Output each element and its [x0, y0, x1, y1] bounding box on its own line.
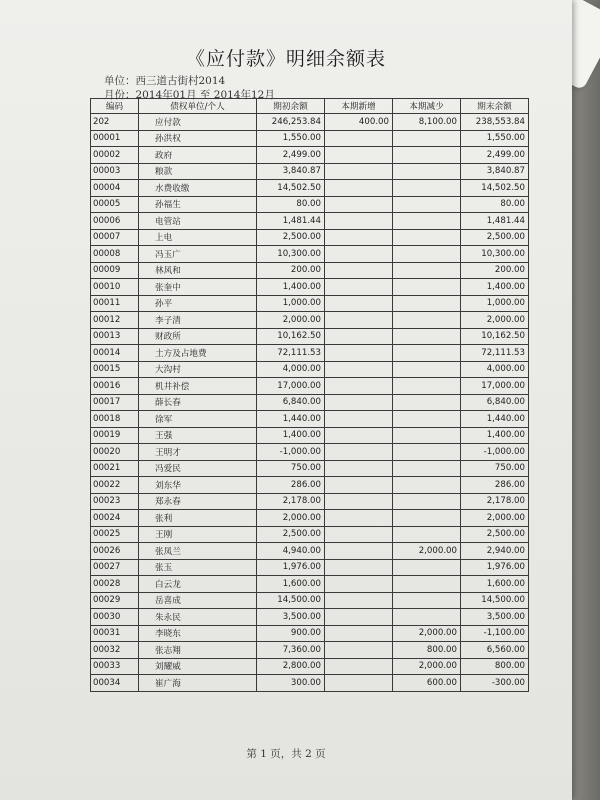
page-title: 《应付款》明细余额表 [185, 48, 386, 70]
row-closing-balance: 2,500.00 [461, 526, 529, 543]
row-period-added [325, 642, 393, 659]
row-code: 00024 [91, 510, 139, 527]
table-row [91, 576, 529, 593]
row-period-reduced [393, 163, 461, 180]
row-period-added [325, 592, 393, 609]
table-row [91, 114, 529, 131]
row-opening-balance: 1,000.00 [257, 295, 325, 312]
row-opening-balance: 1,440.00 [257, 411, 325, 428]
row-code: 00027 [91, 559, 139, 576]
row-period-reduced [393, 460, 461, 477]
table-row [91, 427, 529, 444]
row-period-reduced [393, 559, 461, 576]
row-closing-balance: 1,550.00 [461, 130, 529, 147]
page-number: 第 1 页，共 2 页 [246, 748, 326, 760]
row-opening-balance: 10,300.00 [257, 246, 325, 263]
row-period-added [325, 163, 393, 180]
table-row [91, 262, 529, 279]
row-creditor: 张志翔 [139, 642, 257, 659]
balance-table [90, 98, 529, 692]
row-creditor: 李子清 [139, 312, 257, 329]
row-period-reduced [393, 592, 461, 609]
row-closing-balance: 2,178.00 [461, 493, 529, 510]
row-opening-balance: 3,500.00 [257, 609, 325, 626]
row-code: 00006 [91, 213, 139, 230]
row-opening-balance: 2,178.00 [257, 493, 325, 510]
row-creditor: 林风和 [139, 262, 257, 279]
row-period-added [325, 576, 393, 593]
table-row [91, 559, 529, 576]
row-period-added [325, 526, 393, 543]
row-closing-balance: 1,481.44 [461, 213, 529, 230]
row-closing-balance: 6,840.00 [461, 394, 529, 411]
row-creditor: 土方及占地费 [139, 345, 257, 362]
row-closing-balance: 800.00 [461, 658, 529, 675]
row-creditor: 冯玉广 [139, 246, 257, 263]
table-row [91, 361, 529, 378]
row-code: 00023 [91, 493, 139, 510]
row-period-added [325, 213, 393, 230]
row-period-added [325, 658, 393, 675]
row-period-reduced [393, 229, 461, 246]
row-period-added [325, 411, 393, 428]
row-closing-balance: -1,100.00 [461, 625, 529, 642]
table-row [91, 543, 529, 560]
row-creditor: 王强 [139, 427, 257, 444]
row-closing-balance: 2,499.00 [461, 147, 529, 164]
unit-line: 单位：西三道古街村2014 [104, 75, 226, 87]
row-code: 00029 [91, 592, 139, 609]
row-opening-balance: 14,500.00 [257, 592, 325, 609]
row-code: 00005 [91, 196, 139, 213]
row-closing-balance: 4,000.00 [461, 361, 529, 378]
row-creditor: 白云龙 [139, 576, 257, 593]
row-period-added [325, 361, 393, 378]
table-row [91, 163, 529, 180]
row-closing-balance: 2,000.00 [461, 510, 529, 527]
row-closing-balance: 10,162.50 [461, 328, 529, 345]
row-creditor: 冯爱民 [139, 460, 257, 477]
table-row [91, 477, 529, 494]
table-row [91, 196, 529, 213]
row-code: 00021 [91, 460, 139, 477]
table-row [91, 378, 529, 395]
row-period-reduced [393, 609, 461, 626]
row-code: 00018 [91, 411, 139, 428]
row-creditor: 薛长春 [139, 394, 257, 411]
row-period-reduced [393, 295, 461, 312]
row-closing-balance: 750.00 [461, 460, 529, 477]
row-code: 00008 [91, 246, 139, 263]
row-opening-balance: 1,400.00 [257, 279, 325, 296]
row-creditor: 孙平 [139, 295, 257, 312]
row-period-reduced: 2,000.00 [393, 658, 461, 675]
row-opening-balance: 10,162.50 [257, 328, 325, 345]
row-opening-balance: 7,360.00 [257, 642, 325, 659]
row-opening-balance: 750.00 [257, 460, 325, 477]
row-period-added [325, 559, 393, 576]
table-row [91, 213, 529, 230]
row-creditor: 郑永春 [139, 493, 257, 510]
row-closing-balance: 1,440.00 [461, 411, 529, 428]
row-period-reduced [393, 361, 461, 378]
row-period-reduced: 800.00 [393, 642, 461, 659]
row-closing-balance: 1,400.00 [461, 279, 529, 296]
row-creditor: 政府 [139, 147, 257, 164]
header-creditor: 债权单位/个人 [139, 99, 257, 114]
header-code: 编码 [91, 99, 139, 114]
row-creditor: 应付款 [139, 114, 257, 131]
row-code: 00025 [91, 526, 139, 543]
row-period-reduced [393, 477, 461, 494]
row-period-added [325, 427, 393, 444]
row-code: 00026 [91, 543, 139, 560]
row-period-reduced [393, 279, 461, 296]
header-opening-balance: 期初余额 [257, 99, 325, 114]
row-opening-balance: 1,400.00 [257, 427, 325, 444]
row-period-added [325, 328, 393, 345]
row-period-reduced [393, 130, 461, 147]
row-opening-balance: 80.00 [257, 196, 325, 213]
row-creditor: 张凤兰 [139, 543, 257, 560]
row-creditor: 水费收缴 [139, 180, 257, 197]
row-closing-balance: 1,976.00 [461, 559, 529, 576]
row-period-added [325, 543, 393, 560]
row-period-reduced [393, 394, 461, 411]
row-code: 00033 [91, 658, 139, 675]
row-closing-balance: -1,000.00 [461, 444, 529, 461]
row-code: 00016 [91, 378, 139, 395]
row-closing-balance: 6,560.00 [461, 642, 529, 659]
row-opening-balance: 72,111.53 [257, 345, 325, 362]
row-code: 00031 [91, 625, 139, 642]
row-opening-balance: 2,000.00 [257, 312, 325, 329]
table-row [91, 229, 529, 246]
row-period-reduced [393, 262, 461, 279]
table-row [91, 279, 529, 296]
row-code: 00002 [91, 147, 139, 164]
row-closing-balance: 1,600.00 [461, 576, 529, 593]
row-code: 00020 [91, 444, 139, 461]
row-period-reduced [393, 246, 461, 263]
row-opening-balance: 4,000.00 [257, 361, 325, 378]
row-closing-balance: 2,000.00 [461, 312, 529, 329]
row-closing-balance: 286.00 [461, 477, 529, 494]
header-period-reduced: 本期减少 [393, 99, 461, 114]
row-period-added [325, 460, 393, 477]
table-row [91, 147, 529, 164]
row-closing-balance: 17,000.00 [461, 378, 529, 395]
row-code: 00012 [91, 312, 139, 329]
row-period-reduced: 2,000.00 [393, 625, 461, 642]
row-period-reduced [393, 180, 461, 197]
row-closing-balance: 238,553.84 [461, 114, 529, 131]
row-opening-balance: 2,800.00 [257, 658, 325, 675]
row-period-added [325, 493, 393, 510]
row-closing-balance: 3,500.00 [461, 609, 529, 626]
row-creditor: 王明才 [139, 444, 257, 461]
row-opening-balance: 2,500.00 [257, 229, 325, 246]
table-row [91, 658, 529, 675]
row-period-reduced [393, 427, 461, 444]
row-opening-balance: 3,840.87 [257, 163, 325, 180]
row-period-added [325, 510, 393, 527]
row-closing-balance: 10,300.00 [461, 246, 529, 263]
table-row [91, 246, 529, 263]
table-header-row [91, 99, 529, 114]
row-period-reduced [393, 576, 461, 593]
row-period-reduced: 8,100.00 [393, 114, 461, 131]
row-period-reduced [393, 328, 461, 345]
row-period-added [325, 625, 393, 642]
row-closing-balance: 80.00 [461, 196, 529, 213]
row-opening-balance: 246,253.84 [257, 114, 325, 131]
row-code: 00004 [91, 180, 139, 197]
row-code: 00032 [91, 642, 139, 659]
row-closing-balance: 14,502.50 [461, 180, 529, 197]
row-opening-balance: 14,502.50 [257, 180, 325, 197]
row-period-reduced [393, 444, 461, 461]
row-code: 00013 [91, 328, 139, 345]
row-closing-balance: 2,500.00 [461, 229, 529, 246]
table-row [91, 460, 529, 477]
row-creditor: 刘耀威 [139, 658, 257, 675]
row-code: 00003 [91, 163, 139, 180]
row-creditor: 张玉 [139, 559, 257, 576]
table-row [91, 526, 529, 543]
row-period-added [325, 196, 393, 213]
row-creditor: 上电 [139, 229, 257, 246]
row-period-added [325, 262, 393, 279]
row-period-reduced [393, 510, 461, 527]
row-period-added [325, 345, 393, 362]
row-opening-balance: 200.00 [257, 262, 325, 279]
row-creditor: 财政所 [139, 328, 257, 345]
row-period-reduced [393, 147, 461, 164]
row-creditor: 大沟村 [139, 361, 257, 378]
table-row [91, 411, 529, 428]
row-period-reduced [393, 196, 461, 213]
table-row [91, 328, 529, 345]
row-period-added: 400.00 [325, 114, 393, 131]
table-row [91, 345, 529, 362]
row-creditor: 孙福生 [139, 196, 257, 213]
row-period-added [325, 312, 393, 329]
row-creditor: 张利 [139, 510, 257, 527]
row-period-added [325, 279, 393, 296]
row-opening-balance: 1,600.00 [257, 576, 325, 593]
table-row [91, 180, 529, 197]
row-code: 00007 [91, 229, 139, 246]
table-row [91, 510, 529, 527]
table-row [91, 609, 529, 626]
row-code: 00034 [91, 675, 139, 692]
row-opening-balance: 900.00 [257, 625, 325, 642]
row-period-added [325, 147, 393, 164]
row-creditor: 粮款 [139, 163, 257, 180]
row-closing-balance: 14,500.00 [461, 592, 529, 609]
row-creditor: 机井补偿 [139, 378, 257, 395]
row-code: 00028 [91, 576, 139, 593]
row-opening-balance: 1,481.44 [257, 213, 325, 230]
row-creditor: 朱永民 [139, 609, 257, 626]
table-row [91, 625, 529, 642]
row-opening-balance: 286.00 [257, 477, 325, 494]
table-row [91, 642, 529, 659]
row-code: 202 [91, 114, 139, 131]
row-period-added [325, 295, 393, 312]
row-opening-balance: -1,000.00 [257, 444, 325, 461]
row-closing-balance: -300.00 [461, 675, 529, 692]
row-creditor: 张奎中 [139, 279, 257, 296]
row-period-added [325, 180, 393, 197]
row-period-reduced [393, 526, 461, 543]
row-closing-balance: 200.00 [461, 262, 529, 279]
row-closing-balance: 1,400.00 [461, 427, 529, 444]
row-period-added [325, 675, 393, 692]
row-period-added [325, 378, 393, 395]
row-opening-balance: 300.00 [257, 675, 325, 692]
row-creditor: 岳喜成 [139, 592, 257, 609]
row-closing-balance: 3,840.87 [461, 163, 529, 180]
table-row [91, 130, 529, 147]
row-closing-balance: 1,000.00 [461, 295, 529, 312]
row-period-reduced [393, 345, 461, 362]
row-opening-balance: 2,500.00 [257, 526, 325, 543]
row-opening-balance: 2,499.00 [257, 147, 325, 164]
row-period-reduced [393, 493, 461, 510]
period-line: 月份：2014年01月 至 2014年12月 [104, 89, 275, 101]
row-code: 00011 [91, 295, 139, 312]
row-period-added [325, 394, 393, 411]
header-closing-balance: 期末余额 [461, 99, 529, 114]
table-row [91, 675, 529, 692]
header-period-added: 本期新增 [325, 99, 393, 114]
table-row [91, 592, 529, 609]
row-code: 00030 [91, 609, 139, 626]
row-creditor: 崔广海 [139, 675, 257, 692]
table-body [91, 114, 529, 692]
row-period-reduced [393, 378, 461, 395]
table-row [91, 295, 529, 312]
row-period-added [325, 477, 393, 494]
row-closing-balance: 72,111.53 [461, 345, 529, 362]
row-creditor: 电管站 [139, 213, 257, 230]
row-code: 00022 [91, 477, 139, 494]
table-row [91, 312, 529, 329]
row-period-added [325, 444, 393, 461]
table-row [91, 394, 529, 411]
table-row [91, 444, 529, 461]
row-creditor: 孙洪权 [139, 130, 257, 147]
row-code: 00015 [91, 361, 139, 378]
row-period-added [325, 130, 393, 147]
row-period-added [325, 609, 393, 626]
row-period-reduced [393, 213, 461, 230]
row-creditor: 徐军 [139, 411, 257, 428]
row-code: 00010 [91, 279, 139, 296]
row-code: 00019 [91, 427, 139, 444]
row-closing-balance: 2,940.00 [461, 543, 529, 560]
row-code: 00017 [91, 394, 139, 411]
row-opening-balance: 1,550.00 [257, 130, 325, 147]
row-code: 00014 [91, 345, 139, 362]
row-period-reduced [393, 312, 461, 329]
row-opening-balance: 1,976.00 [257, 559, 325, 576]
row-period-added [325, 246, 393, 263]
row-period-reduced [393, 411, 461, 428]
table-row [91, 493, 529, 510]
row-creditor: 王刚 [139, 526, 257, 543]
row-period-reduced: 2,000.00 [393, 543, 461, 560]
row-opening-balance: 4,940.00 [257, 543, 325, 560]
row-opening-balance: 17,000.00 [257, 378, 325, 395]
row-period-reduced: 600.00 [393, 675, 461, 692]
row-period-added [325, 229, 393, 246]
row-creditor: 刘东华 [139, 477, 257, 494]
row-code: 00001 [91, 130, 139, 147]
row-creditor: 李晓东 [139, 625, 257, 642]
row-code: 00009 [91, 262, 139, 279]
row-opening-balance: 2,000.00 [257, 510, 325, 527]
row-opening-balance: 6,840.00 [257, 394, 325, 411]
